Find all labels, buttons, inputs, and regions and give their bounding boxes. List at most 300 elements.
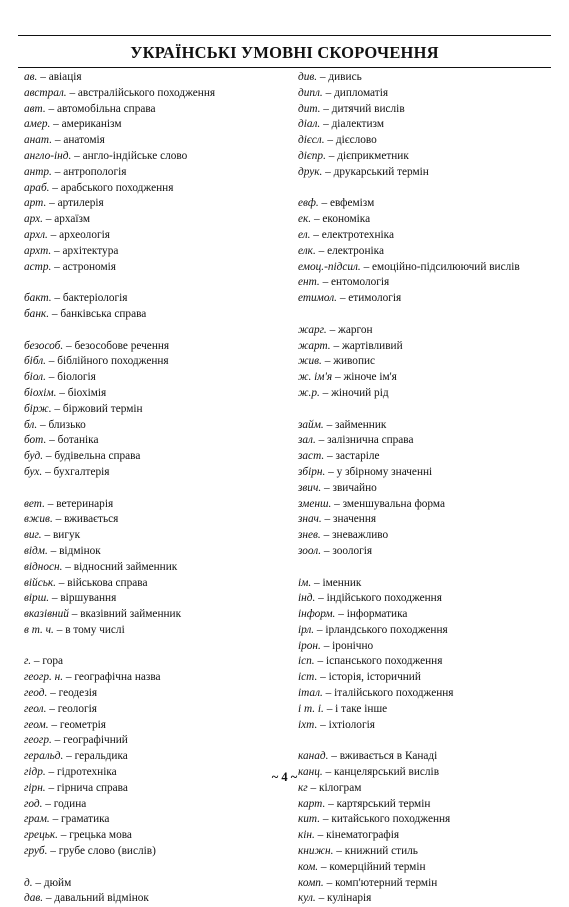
entry-dash: – [315,434,328,447]
abbreviation: г. [24,655,32,668]
definition: дієприкметник [337,149,409,162]
definition: евфемізм [329,197,375,210]
abbreviation: збірн. [298,465,326,478]
definition: кінематографія [326,829,400,842]
definition: економіка [322,213,371,226]
entry-dash: – [321,513,334,526]
definition: біблійного походження [57,355,169,368]
abbreviation-entry [298,244,560,260]
abbreviation: араб. [24,181,50,194]
entry-dash: – [42,213,55,226]
abbreviation: інформ. [298,608,336,621]
abbreviation-entry [298,133,560,149]
definition: біохімія [67,386,107,399]
entry-dash: – [317,718,329,731]
entry-dash: – [50,118,62,131]
definition: італійського походження [334,687,454,700]
definition: ірландського походження [325,623,448,636]
abbreviation: зменш. [298,497,332,510]
definition: кулінарія [327,892,372,905]
abbreviation: авт. [24,102,46,115]
definition: дивись [328,71,362,83]
abbreviation: астр. [24,260,52,273]
abbreviation: комп. [298,876,324,889]
definition: архаїзм [54,213,90,226]
entry-dash: – [71,149,83,162]
entry-dash: – [47,845,59,858]
entry-dash: – [66,86,78,99]
abbreviation: і т. і. [298,702,324,715]
abbreviation-entry [24,418,292,434]
abbreviation: відносн. [24,560,63,573]
abbreviation-entry [298,512,560,528]
abbreviation: знач. [298,513,322,526]
abbreviation-entry [298,323,560,339]
entry-dash: – [42,465,54,478]
entry-dash: – [46,434,58,447]
abbreviation-entry [24,165,292,181]
group-spacer [24,275,292,291]
abbreviation: дав. [24,892,44,905]
abbreviation-entry [298,465,560,481]
abbreviation: геогр. н. [24,671,64,684]
abbreviation-entry [298,196,560,212]
definition: гірнича справа [56,781,128,794]
abbreviation: бірж. [24,402,52,415]
definition: книжний стиль [344,845,418,858]
abbreviation-entry [24,212,292,228]
entry-dash: – [42,797,54,810]
abbreviation-entry [298,497,560,513]
entry-dash: – [322,766,335,779]
definition: ботаніка [57,434,99,447]
abbreviation: геогр. [24,734,52,747]
entry-dash: – [325,149,338,162]
entry-dash: – [62,560,74,573]
abbreviation-entry [298,339,560,355]
definition: археологія [59,228,110,241]
abbreviation: іхт. [298,718,318,731]
entry-dash: – [319,276,332,289]
definition: автомобільна справа [56,102,156,115]
abbreviation-entry [24,560,292,576]
entry-dash: – [318,860,330,873]
abbreviation-entry [298,260,560,276]
definition: географічний [63,734,128,747]
entry-dash: – [324,450,336,463]
abbreviation-entry [298,481,560,497]
abbreviation: жарт. [298,339,331,352]
group-spacer [298,402,560,418]
entry-dash: – [319,386,332,399]
abbreviation-entry [24,465,292,481]
entry-dash: – [337,292,349,305]
definition: будівельна справа [54,450,141,463]
definition: віршування [60,592,117,605]
definition: кілограм [319,781,362,794]
abbreviation: бух. [24,465,43,478]
entry-dash: – [45,102,57,115]
abbreviation-entry [24,386,292,402]
abbreviation: ж. ім'я [298,371,333,384]
abbreviation: бакт. [24,292,52,305]
entry-dash: – [51,402,63,415]
abbreviation: канад. [298,750,329,763]
abbreviation-entry [24,291,292,307]
definition: історія, історичний [328,671,421,684]
abbreviation-entry [24,433,292,449]
abbreviation: геом. [24,718,49,731]
abbreviation: кит. [298,813,321,826]
entry-dash: – [320,813,332,826]
definition: діалектизм [331,118,384,131]
abbreviation: ісп. [298,655,315,668]
definition: біржовий термін [62,402,143,415]
entry-dash: – [45,355,58,368]
entry-dash: – [41,529,53,542]
abbreviation: виг. [24,529,42,542]
page-number: ~ 4 ~ [271,770,298,784]
group-spacer [298,307,560,323]
definition: ветеринарія [56,497,114,510]
entry-dash: – [63,339,75,352]
entry-dash: – [360,260,373,273]
abbreviation: арт. [24,197,47,210]
definition: іспанського походження [325,655,443,668]
entry-dash: – [55,576,68,589]
entry-dash: – [317,671,329,684]
definition: географічна назва [74,671,161,684]
abbreviation-entry [298,812,560,828]
abbreviation-entry [24,181,292,197]
definition: біологія [57,371,96,384]
entry-dash: – [57,829,70,842]
abbreviation: зоол. [298,544,322,557]
entry-dash: – [46,197,58,210]
abbreviation: канц. [298,766,323,779]
entry-dash: – [321,481,333,494]
abbreviation: іст. [298,671,318,684]
entry-dash: – [43,892,55,905]
entry-dash: – [49,813,62,826]
definition: індійського походження [326,592,442,605]
abbreviation-entry [298,797,560,813]
abbreviation-entry [298,149,560,165]
entry-dash: – [322,165,334,178]
entry-dash: – [46,702,58,715]
entry-dash: – [323,702,336,715]
entry-dash: – [43,450,55,463]
definition: давальний відмінок [54,892,149,905]
abbreviation: звич. [298,481,322,494]
abbreviation: австрал. [24,86,67,99]
entry-dash: – [63,671,75,684]
entry-dash: – [51,734,64,747]
abbreviation-entry [298,165,560,181]
abbreviation-entry [24,528,292,544]
definition: друкарський термін [333,165,429,178]
definition: комп'ютерний термін [335,876,438,889]
abbreviation-entry [24,812,292,828]
entry-dash: – [315,592,327,605]
abbreviation: банк. [24,307,50,320]
entry-dash: – [47,687,59,700]
abbreviation-entry [24,244,292,260]
entry-dash: – [315,892,328,905]
title-top-rule [18,35,551,36]
abbreviation: гідр. [24,766,46,779]
abbreviation-entry [24,828,292,844]
page-title: УКРАЇНСЬКІ УМОВНІ СКОРОЧЕННЯ [130,43,439,62]
entry-dash: – [52,513,65,526]
abbreviation-entry [24,370,292,386]
abbreviation: знев. [298,529,321,542]
abbreviation-entry [298,86,560,102]
abbreviation: год. [24,797,43,810]
abbreviation-entry [298,544,560,560]
definition: живопис [333,355,376,368]
abbreviation-entry [24,876,292,892]
definition: бухгалтерія [53,465,110,478]
entry-dash: – [314,623,326,636]
abbreviation-entry [24,702,292,718]
abbreviation-entry [298,686,560,702]
definition: дієслово [335,134,377,147]
abbreviation-entry [24,797,292,813]
abbreviation: військ. [24,576,56,589]
abbreviation-entry [24,670,292,686]
group-spacer [298,733,560,749]
abbreviation: д. [24,876,33,889]
abbreviation-entry [24,86,292,102]
abbreviation: анат. [24,134,53,147]
definition: гора [42,655,64,668]
abbreviation-entry [24,544,292,560]
definition: у збірному значенні [336,465,433,478]
abbreviation-entry [24,307,292,323]
abbreviation: етимол. [298,292,337,305]
entry-dash: – [68,608,81,621]
entry-dash: – [32,876,44,889]
definition: геометрія [59,718,106,731]
entry-dash: – [311,576,323,589]
definition: військова справа [67,576,148,589]
abbreviation-entry [24,196,292,212]
entry-dash: – [330,339,342,352]
abbreviation-entry [298,291,560,307]
abbreviation-entry [298,212,560,228]
entry-dash: – [47,544,60,557]
entry-dash: – [331,497,343,510]
abbreviation-entry [24,449,292,465]
entry-dash: – [328,750,340,763]
definition: арабського походження [60,181,174,194]
definition: вживається [64,513,119,526]
abbreviation-entry [24,70,292,86]
abbreviation: грецьк. [24,829,58,842]
definition: іронічно [332,639,374,652]
definition: банківська справа [60,307,147,320]
entry-dash: – [51,292,63,305]
abbreviation: арх. [24,213,43,226]
entry-dash: – [332,371,344,384]
entry-dash: – [333,845,345,858]
abbreviation-entry [24,260,292,276]
abbreviation: безособ. [24,339,64,352]
entry-dash: – [31,655,43,668]
abbreviation-entry [298,275,560,291]
abbreviation-entry [24,102,292,118]
entry-dash: – [45,371,58,384]
abbreviation-entry [298,718,560,734]
definition: геральдика [74,750,128,763]
abbreviation: грам. [24,813,50,826]
abbreviation: книжн. [298,845,334,858]
definition: іхтіологія [328,718,375,731]
definition: архітектура [62,244,119,257]
abbreviation: вірш. [24,592,50,605]
definition: вказівний займенник [80,608,182,621]
abbreviation-entry [298,370,560,386]
abbreviation: жарг. [298,323,327,336]
definition: зоологія [332,544,373,557]
definition: вигук [52,529,81,542]
definition: звичайно [332,481,377,494]
abbreviation-entry [24,607,292,623]
definition: антропологія [63,165,127,178]
definition: астрономія [62,260,116,273]
abbreviation-entry [298,528,560,544]
abbreviation: ж.р. [298,386,320,399]
abbreviation: геол. [24,702,47,715]
entry-dash: – [317,71,329,83]
group-spacer [24,323,292,339]
abbreviation-entry [298,70,560,86]
definition: зневажливо [332,529,389,542]
definition: граматика [61,813,110,826]
abbreviation: ел. [298,228,311,241]
entry-dash: – [311,213,323,226]
definition: канцелярський вислів [334,766,440,779]
definition: інформатика [346,608,408,621]
abbreviation: карт. [298,797,326,810]
definition: дюйм [43,876,72,889]
definition: артилерія [57,197,104,210]
abbreviation-entry [24,149,292,165]
definition: китайського походження [331,813,451,826]
abbreviation: англо-інд. [24,149,72,162]
entry-dash: – [323,876,336,889]
entry-dash: – [37,71,49,83]
definition: і таке інше [335,702,388,715]
abbreviation: див. [298,71,318,83]
abbreviation: біол. [24,371,46,384]
abbreviation: бот. [24,434,47,447]
definition: застаріле [335,450,380,463]
abbreviation-entry [298,844,560,860]
abbreviation: кг [298,781,308,794]
group-spacer [298,560,560,576]
entry-dash: – [45,781,57,794]
entry-dash: – [49,307,61,320]
definition: вживається в Канаді [339,750,438,763]
definition: бактеріологія [62,292,128,305]
definition: залізнична справа [327,434,414,447]
definition: жартівливий [341,339,403,352]
abbreviation: вет. [24,497,45,510]
entry-dash: – [314,655,326,668]
abbreviation-entry [24,686,292,702]
abbreviation: біохім. [24,386,57,399]
abbreviation-entry [24,512,292,528]
definition: година [53,797,87,810]
abbreviation-entry [298,102,560,118]
definition: зменшувальна форма [342,497,445,510]
abbreviation-entry [298,876,560,892]
definition: в тому числі [65,623,125,636]
definition: жіноче ім'я [343,371,397,384]
entry-dash: – [49,592,61,605]
definition: жаргон [338,323,373,336]
abbreviation-entry [24,354,292,370]
entry-dash: – [47,228,60,241]
abbreviation: бл. [24,418,38,431]
entry-dash: – [51,260,63,273]
abbreviation: займ. [298,418,324,431]
abbreviation-entry [298,418,560,434]
abbreviation: ком. [298,860,319,873]
definition: геологія [57,702,97,715]
entry-dash: – [323,418,336,431]
definition: дитячий вислів [331,102,405,115]
group-spacer [24,481,292,497]
definition: жіночий рід [331,386,389,399]
abbreviation: буд. [24,450,44,463]
abbreviation: діал. [298,118,321,131]
abbreviation-entry [298,670,560,686]
abbreviation: геральд. [24,750,64,763]
definition: комерційний термін [329,860,426,873]
abbreviation: геод. [24,687,48,700]
abbreviation: вказівний [24,608,69,621]
abbreviation-entry [24,228,292,244]
abbreviation: антр. [24,165,52,178]
entry-dash: – [335,608,347,621]
abbreviation-entry [298,433,560,449]
abbreviation: евф. [298,197,319,210]
abbreviation-entry [298,354,560,370]
definition: безособове речення [74,339,170,352]
abbreviation-entry [298,576,560,592]
abbreviation: італ. [298,687,323,700]
entry-dash: – [48,718,60,731]
definition: гідротехніка [57,766,117,779]
abbreviation: ав. [24,71,38,83]
abbreviation-entry [24,749,292,765]
entry-dash: – [52,134,64,147]
abbreviation: інд. [298,592,316,605]
abbreviation-entry [24,591,292,607]
entry-dash: – [325,465,337,478]
definition: грецька мова [69,829,132,842]
abbreviation: бібл. [24,355,46,368]
entry-dash: – [63,750,75,763]
entry-dash: – [326,323,339,336]
abbreviation: дієсл. [298,134,325,147]
entry-dash: – [322,86,335,99]
definition: іменник [322,576,362,589]
definition: англо-індійське слово [82,149,188,162]
